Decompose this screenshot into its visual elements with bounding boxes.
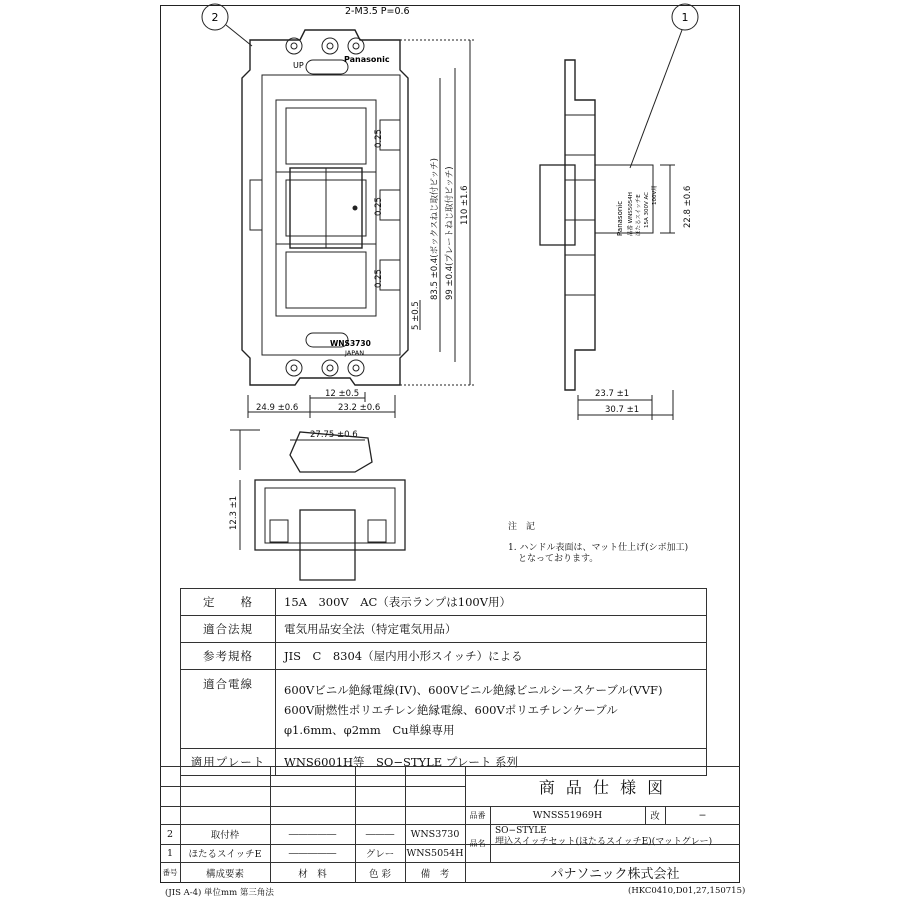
header-material: 材 料 [298,868,327,880]
title-block [160,766,740,883]
dim-27-75: 27.75 ±0.6 [310,430,358,440]
header-note: 備 考 [420,868,450,880]
dim-5: 5 ±0.5 [411,301,421,330]
notes [508,522,688,565]
spec-value-3: φ1.6mm、φ2mm Cu単線専用 [284,723,455,737]
spec-value: WNS6001H等 SO−STYLE プレート 系列 [276,749,707,776]
side-label-2: 品番 WNS5054H [628,192,634,236]
balloon-1-label: 1 [681,11,689,24]
hinmei-line-2: 埋込スイッチセット(ほたるスイッチE)(マットグレー) [495,837,713,847]
switch-mark-3: 0.25 [374,269,384,288]
bottom-view [230,430,405,580]
notes-line-1: 1. ハンドル表面は、マット仕上げ(シボ加工) [508,543,689,553]
origin-label: JAPAN [345,349,365,357]
screw-note: 2-M3.5 P=0.6 [345,6,410,17]
dim-23-2: 23.2 ±0.6 [338,403,381,413]
brand-label: Panasonic [344,55,390,64]
notes-line-2: となっております。 [518,554,599,564]
row-color: ――― [365,828,395,840]
notes-title: 注 記 [508,522,536,532]
spec-value: JIS C 8304（屋内用小形スイッチ）による [276,643,707,670]
spec-key: 適用プレート [181,749,276,776]
dim-12: 12 ±0.5 [325,389,360,399]
side-label-5: 100V用 [652,185,658,205]
switch-mark-1: 0.25 [374,129,384,148]
spec-key: 適合電線 [181,670,276,749]
spec-row [181,616,707,643]
kai-label: 改 [650,811,660,822]
spec-table [180,588,707,776]
header-no: 番号 [162,868,178,877]
footer-right: (HKC0410,D01,27,150715) [628,886,746,896]
row-material: ――――― [288,828,337,840]
hinban-value: WNSS51969H [532,809,603,821]
balloon-2-label: 2 [211,11,219,24]
dim-23-7: 23.7 ±1 [595,389,630,399]
dim-83-5: 83.5 ±0.4(ボックスねじ取付ピッチ) [430,158,440,300]
spec-row [181,643,707,670]
hinmei-line-1: SO−STYLE [495,826,547,836]
side-view [540,60,675,420]
row-name: ほたるスイッチE [188,849,262,860]
header-color: 色 彩 [368,868,392,880]
kai-value: − [698,809,707,821]
spec-value-block [276,670,707,749]
spec-key: 参考規格 [181,643,276,670]
row-material: ――――― [288,847,337,859]
model-mark: WNS3730 [330,339,371,348]
spec-value: 600Vビニル絶縁電線(IV)、600Vビニル絶縁ビニルシースケーブル(VVF) [284,683,663,697]
hinmei [495,826,712,848]
hinban-label: 品番 [469,810,486,820]
spec-row [181,670,707,749]
dim-22-8: 22.8 ±0.6 [683,185,693,228]
dim-30-7: 30.7 ±1 [605,405,640,415]
row-no: 1 [166,847,174,859]
switch-mark-2: 0.25 [374,197,384,216]
spec-value-2: 600V耐燃性ポリエチレン絶縁電線、600Vポリエチレンケーブル [284,703,618,717]
dim-110: 110 ±1.6 [460,185,470,225]
row-note: WNS5054H [406,847,464,859]
company-name: パナソニック株式会社 [550,867,680,882]
row-name: 取付枠 [210,830,240,841]
spec-key: 定 格 [181,589,276,616]
side-label-4: 15A 300V AC [644,191,650,228]
row-color: グレー [365,849,395,860]
side-label-1: Panasonic [616,200,624,236]
spec-key: 適合法規 [181,616,276,643]
doc-title: 商 品 仕 様 図 [538,777,667,797]
up-label: UP [293,61,304,70]
row-note: WNS3730 [410,828,460,840]
header-name: 構成要素 [205,868,244,880]
spec-value: 15A 300V AC（表示ランプは100V用） [276,589,707,616]
front-view [242,30,475,418]
dim-12-3: 12.3 ±1 [229,495,239,530]
footer-left: (JIS A-4) 単位mm 第三角法 [165,888,274,898]
spec-value: 電気用品安全法（特定電気用品） [276,616,707,643]
row-no: 2 [166,828,174,840]
dim-24-9: 24.9 ±0.6 [256,403,299,413]
dim-99: 99 ±0.4(プレートねじ取付ピッチ) [445,166,455,300]
side-label-3: ほたるスイッチE [636,194,642,236]
spec-row [181,589,707,616]
hinmei-label: 品名 [469,838,486,848]
